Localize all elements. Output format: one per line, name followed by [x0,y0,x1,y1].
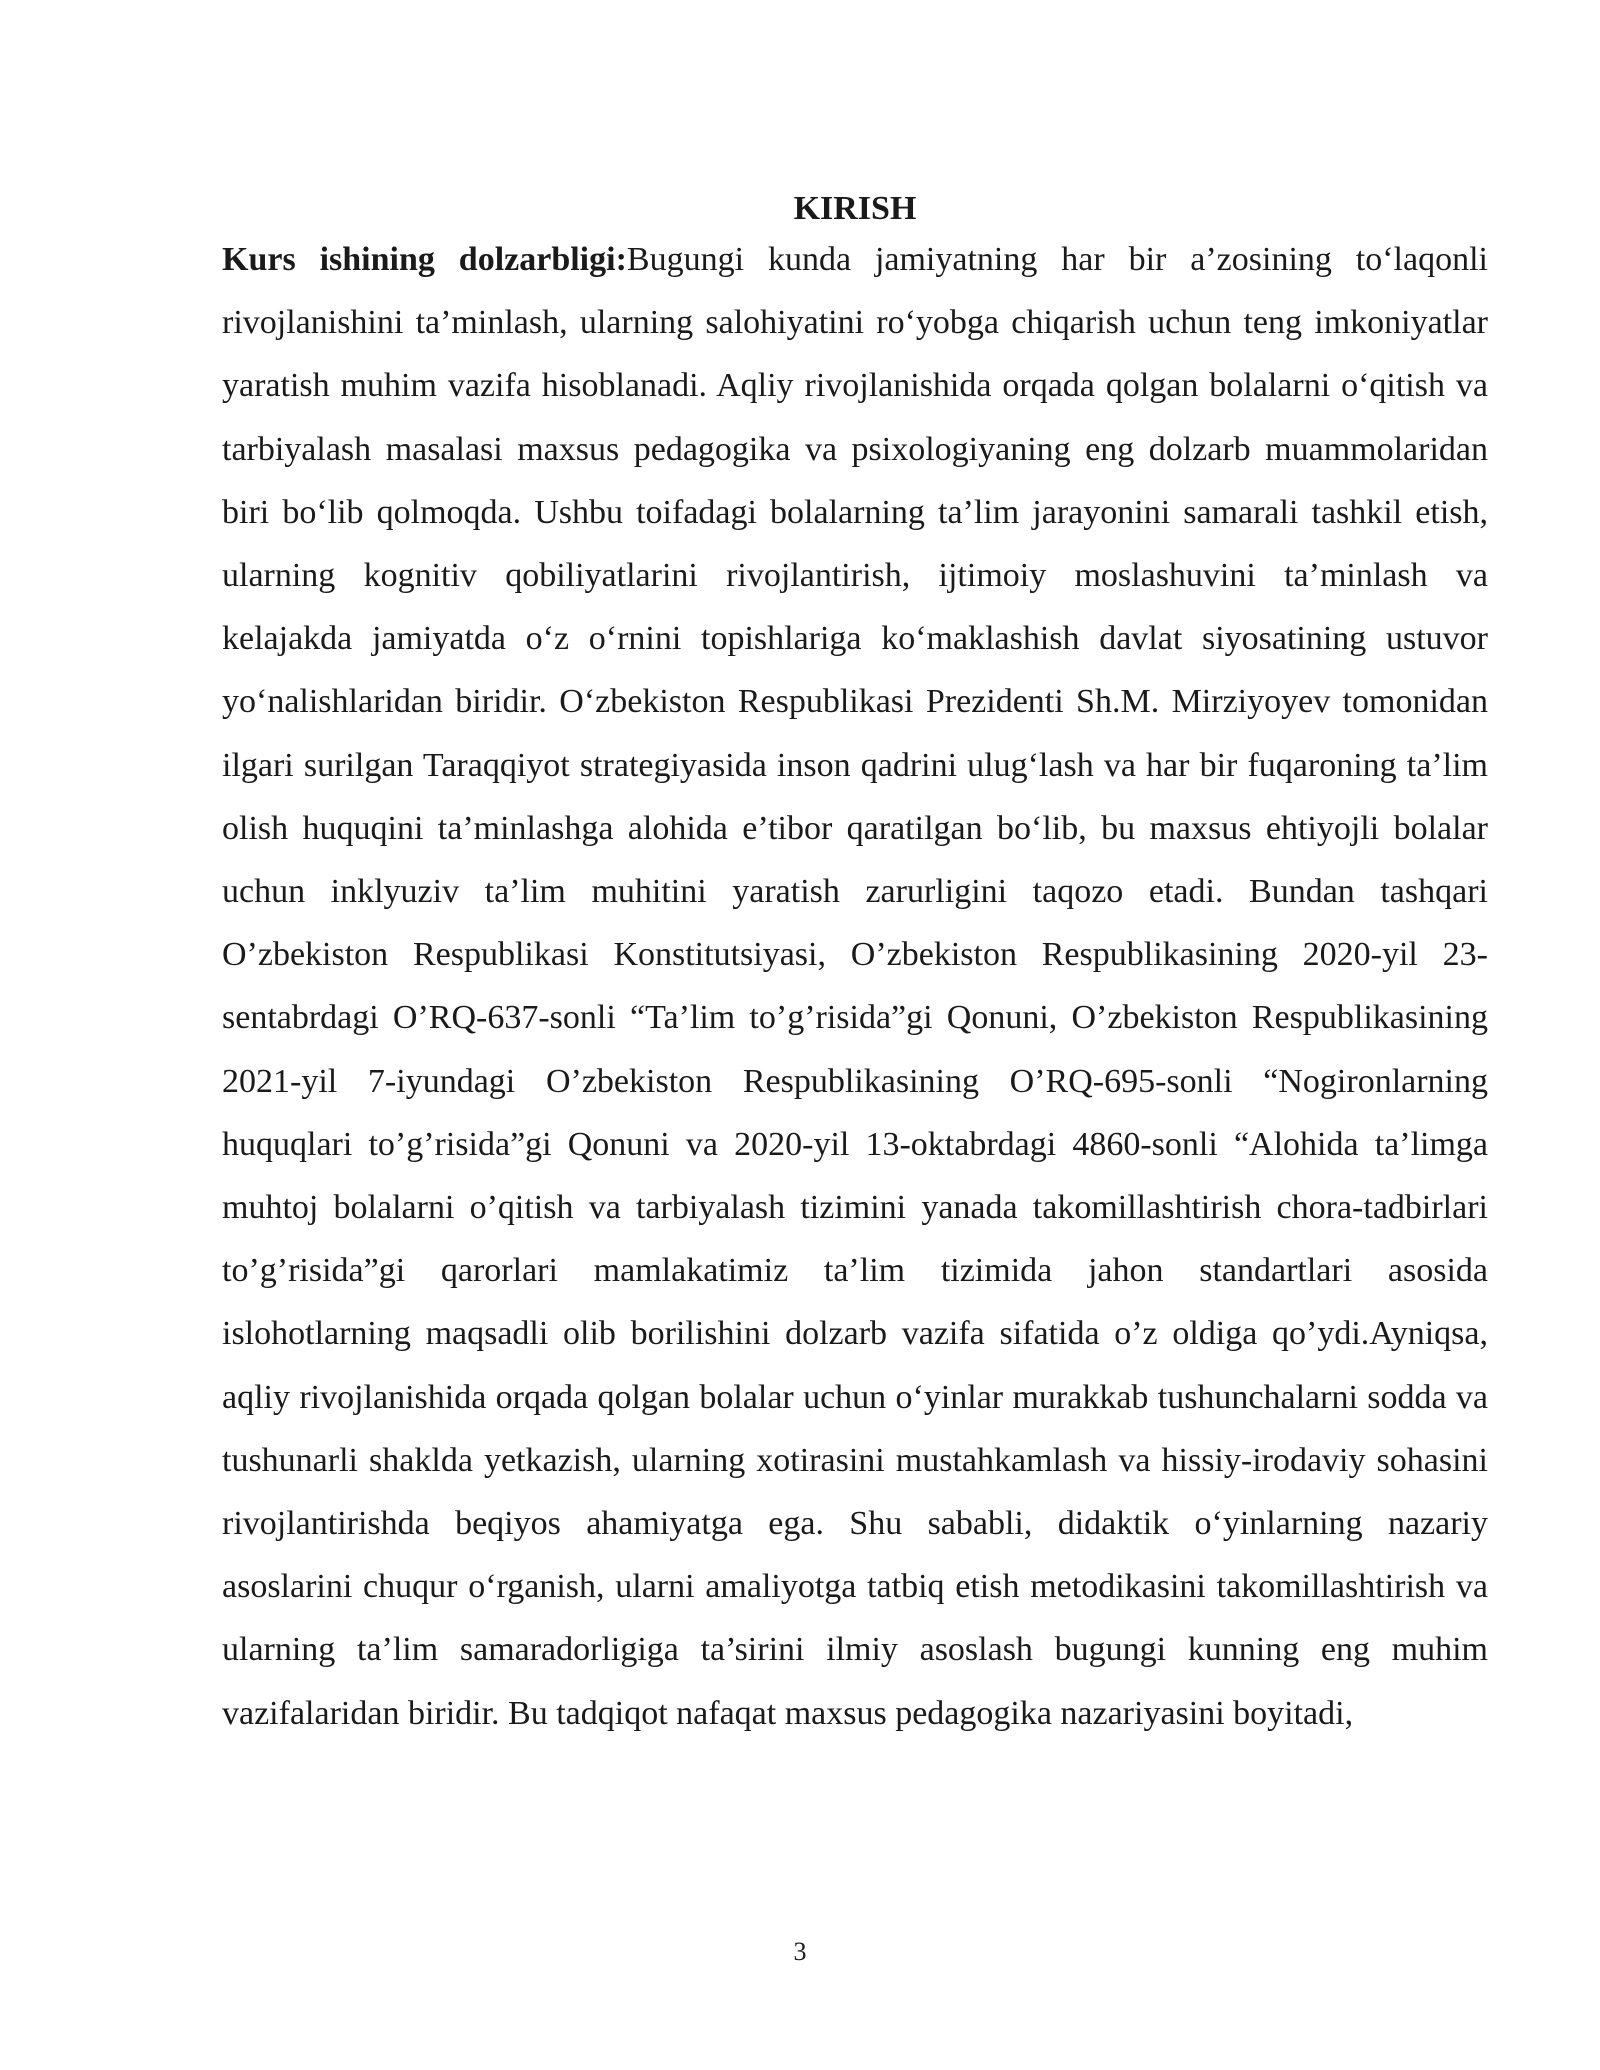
paragraph-lead: Kurs ishining dolzarbligi: [222,241,627,278]
paragraph-text: Bugungi kunda jamiyatning har bir a’zosining to‘laqonli rivojlanishini ta’minlash, ularning salohiyatini ro‘yobga chiqarish uchun teng imkoniyatlar yaratish muhim vazifa hisoblanadi. Aqliy rivojlanishida orqada qolgan bolalarni o‘qitish va tarbiyalash masalasi maxsus pedagogika va psixologiyaning eng dolzarb muammolaridan biri bo‘lib qolmoqda. Ushbu toifadagi bolalarning ta’lim jarayonini samarali tashkil etish, ularning kognitiv qobiliyatlarini rivojlantirish, ijtimoiy moslashuvini ta’minlash va kelajakda jamiyatda o‘z o‘rnini topishlariga ko‘maklashish davlat siyosatining ustuvor yo‘nalishlaridan biridir. O‘zbekiston Respublikasi Prezidenti Sh.M. Mirziyoyev tomonidan ilgari surilgan Taraqqiyot strategiyasida inson qadrini ulug‘lash va har bir fuqaroning ta’lim olish huquqini ta’minlashga alohida e’tibor qaratilgan bo‘lib, bu maxsus ehtiyojli bolalar uchun inklyuziv ta’lim muhitini yaratish zarurligini taqozo etadi. Bundan tashqari O’zbekiston Respublikasi Konstitutsiyasi, O’zbekiston Respublikasining 2020-yil 23-sentabrdagi O’RQ-637-sonli “Ta’lim to’g’risida”gi Qonuni, O’zbekiston Respublikasining 2021-yil 7-iyundagi O’zbekiston Respublikasining O’RQ-695-sonli “Nogironlarning huquqlari to’g’risida”gi Qonuni va 2020-yil 13-oktabrdagi 4860-sonli “Alohida ta’limga muhtoj bolalarni o’qitish va tarbiyalash tizimini yanada takomillashtirish chora-tadbirlari to’g’risida”gi qarorlari mamlakatimiz ta’lim tizimida jahon standartlari asosida islohotlarning maqsadli olib borilishini dolzarb vazifa sifatida o’z oldiga qo’ydi.Ayniqsa, aqliy rivojlanishida orqada qolgan bolalar uchun o‘yinlar murakkab tushunchalarni sodda va tushunarli shaklda yetkazish, ularning xotirasini mustahkamlash va hissiy-irodaviy sohasini rivojlantirishda beqiyos ahamiyatga ega. Shu sababli, didaktik o‘yinlarning nazariy asoslarini chuqur o‘rganish, ularni amaliyotga tatbiq etish metodikasini takomillashtirish va ularning ta’lim samaradorligiga ta’sirini ilmiy asoslash bugungi kunning eng muhim vazifalaridan biridir. Bu tadqiqot nafaqat maxsus pedagogika nazariyasini boyitadi, [222,241,1488,1732]
body-paragraph [222,228,1488,1745]
page-number: 3 [793,1937,807,1966]
section-heading: KIRISH [793,190,917,227]
